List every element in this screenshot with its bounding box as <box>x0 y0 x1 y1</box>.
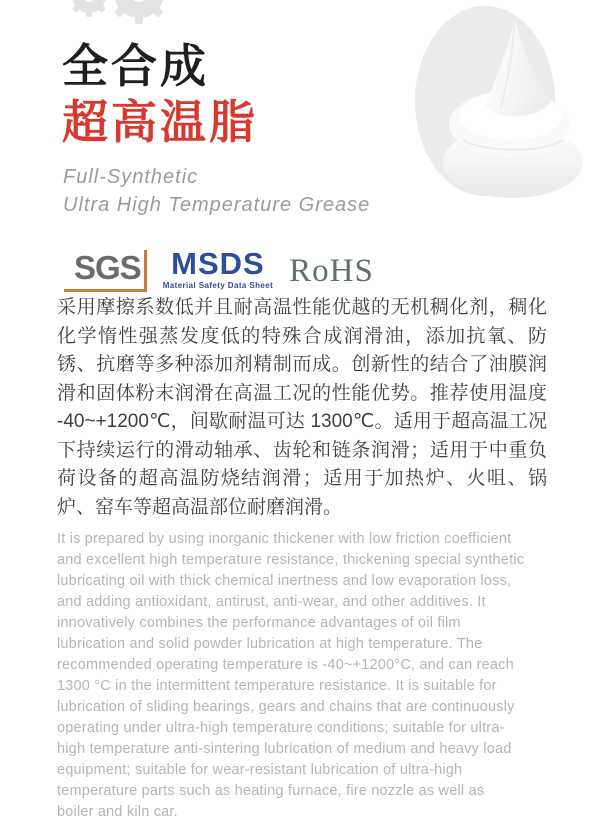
rohs-logo: RoHS <box>289 253 374 289</box>
gear-small-icon <box>68 0 110 17</box>
title-block <box>62 38 258 150</box>
product-title-cn-red: 超高温脂 <box>62 96 258 148</box>
description-english: It is prepared by using inorganic thickener with low friction coefficient and excellent high temperature resistance, thickening special synthetic lubricating oil with thick chemical inertness and low evaporation loss, and adding antioxidant, antirust, anti-wear, and other additives. It innovatively combines the performance advantages of oil film lubrication and solid powder lubrication at high temperature. The recommended operating temperature is -40~+1200°C, and can reach 1300 °C in the intermittent temperature resistance. It is suitable for lubrication of sliding bearings, gears and chains that are continuously operating under ultra-high temperature conditions; suitable for ultra-high temperature anti-sintering lubrication of medium and heavy load equipment; suitable for wear-resistant lubrication of ultra-high temperature parts such as heating furnace, fire nozzle as well as boiler and kiln car. <box>57 531 525 820</box>
product-photo <box>413 6 600 198</box>
certification-badges <box>64 240 374 292</box>
msds-caption: Material Safety Data Sheet <box>162 281 274 290</box>
gear-large-icon <box>108 0 170 24</box>
sgs-logo: SGS <box>64 250 147 292</box>
msds-label: MSDS <box>171 246 265 281</box>
grease-dollop-image <box>441 12 591 203</box>
description-chinese: 采用摩擦系数低并且耐高温性能优越的无机稠化剂，稠化化学惰性强蒸发度低的特殊合成润滑油，添加抗氧、防锈、抗磨等多种添加剂精制而成。创新性的结合了油膜润滑和固体粉末润滑在高温工况的性能优势。推荐使用温度 -40~+1200℃，间歇耐温可达 1300℃。适用于超高温工况下持续运行的滑动轴承、齿轮和链条润滑；适用于中重负荷设备的超高温防烧结润滑；适用于加热炉、火咀、锅炉、窑车等超高温部位耐磨润滑。 <box>57 297 547 518</box>
product-title-cn: 全合成 <box>62 40 209 92</box>
gear-decoration <box>62 0 192 34</box>
msds-logo <box>162 246 274 292</box>
product-subtitle-en <box>63 163 370 219</box>
subtitle-line-2: Ultra High Temperature Grease <box>63 194 371 216</box>
subtitle-line-1: Full-Synthetic <box>63 166 199 188</box>
